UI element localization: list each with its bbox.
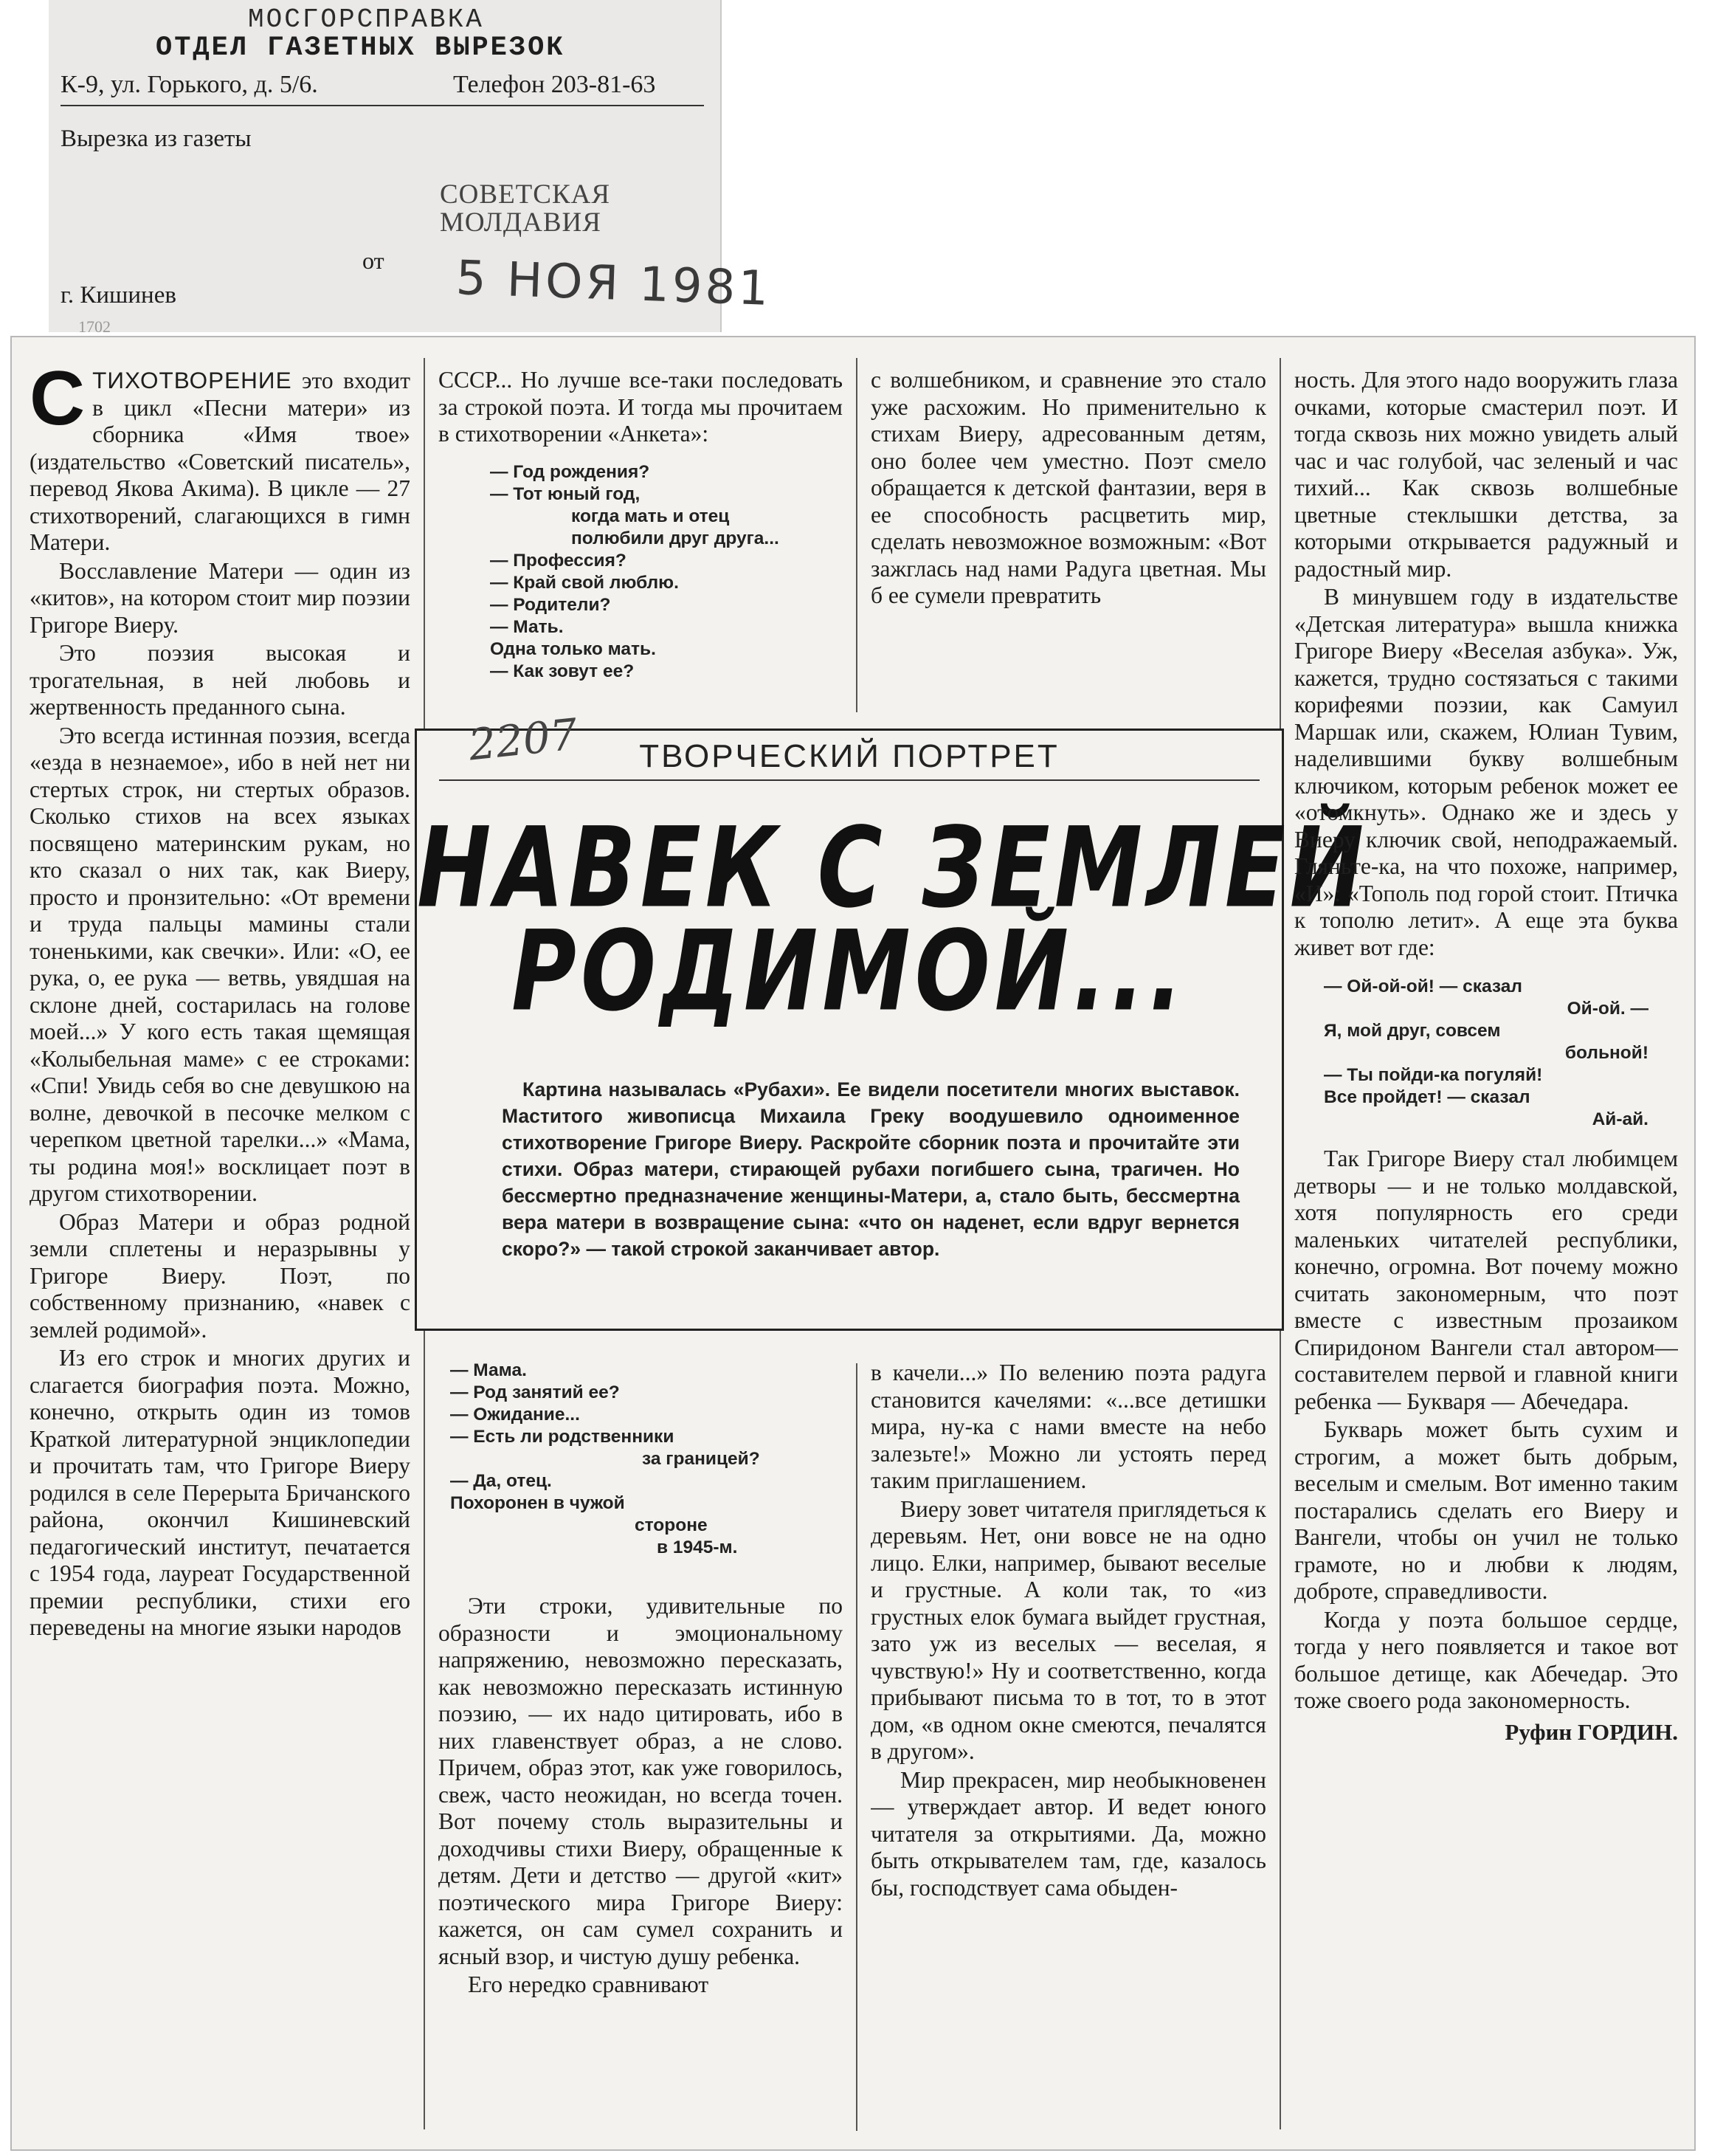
poem-line: в 1945-м. [657,1537,738,1557]
poem-line: — Есть ли родственники [450,1427,674,1447]
paragraph: В минувшем году в издательстве «Детская литература» вышла книжка Григоре Виеру «Веселая азбука». Уж, кажется, трудно состязаться с такими корифеями поэзии, как Самуил Маршак или, скажем, Юлиан Тувим, наделившими букву волшебным ключиком, которым ребенок может ее «отомкнуть». Однако же и здесь у Виеру ключик свой, неподражаемый. Гляньте-ка, на что похоже, например, «И»: «Тополь под горой стоит. Птичка к тополю летит». А еще эта буква живет вот где: [1294,584,1678,960]
paragraph: Когда у поэта большое сердце, тогда у него появляется и такое вот большое детище, как Абечедар. Это тоже своего рода закономерность. [1294,1606,1678,1713]
article-column-2-bottom [438,1360,843,2131]
paragraph: Из его строк и многих других и слагается биография поэта. Можно, конечно, открыть один из томов Краткой литературной энциклопедии и прочитать там, что Григоре Виеру родился в селе Перерыта Бричанского района, окончил Кишиневский педагогический институт, печатается с 1954 года, лауреат Государственной премии республики, стихи его переведены на многие языки народов [30,1345,410,1640]
poem-line: за границей? [642,1449,760,1469]
drop-cap: С [30,367,86,441]
stamp-department: ОТДЕЛ ГАЗЕТНЫХ ВЫРЕЗОК [156,32,565,63]
poem-line: — Мать. [490,616,564,637]
archive-stamp-card [49,0,773,336]
poem-line: — Да, отец. [450,1471,552,1491]
poem-line: — Мама. [450,1360,527,1380]
stamp-reference-number: 1702 [78,317,111,336]
paragraph: Виеру зовет читателя приглядеться к деревьям. Нет, они вовсе не на одно лицо. Елки, например, бывают веселые и грустные. А коли так, то «из грустных елок бумага выйдет грустная, зато уж из веселых — веселая, я чувствую!» Ну и соответственно, когда прибывают письма то в тот, то в этот дом, «в одном окне смеются, печалятся в другом». [871,1495,1266,1764]
poem-line: — Край свой люблю. [490,572,679,593]
poem-line: — Профессия? [490,550,626,571]
rubric-label: ТВОРЧЕСКИЙ ПОРТРЕТ [639,738,1060,774]
poem-oy-oy [1324,976,1648,1131]
stamp-organization: МОСГОРСПРАВКА [248,4,484,35]
poem-line: стороне [635,1515,708,1535]
poem-line: Ой-ой. — [1567,999,1648,1019]
poem-line: — Ой-ой-ой! — сказал [1324,977,1522,996]
stamp-date: 5 НОЯ 1981 [455,251,773,317]
poem-line: — Тот юный год, [490,483,641,504]
paragraph: ность. Для этого надо вооружить глаза очками, которые смастерил поэт. И тогда сквозь них можно увидеть алый час и час голубой, час зеленый и час тихий... Как сквозь волшебные цветные стеклышки детства, за которыми открывается радужный и радостный мир. [1294,367,1678,582]
paragraph: Восславление Матери — один из «китов», на котором стоит мир поэзии Григоре Виеру. [30,557,410,638]
poem-line: — Год рождения? [490,461,650,482]
paragraph-text: это входит в цикл «Песни матери» из сборника «Имя твое» (издательство «Советский писатель», перевод Якова Акима). В цикле — 27 стихотворений, слагающихся в гимн Матери. [30,368,410,555]
poem-line: когда мать и отец [571,506,730,526]
article-column-4 [1294,367,1678,2138]
author-signature: Руфин ГОРДИН. [1505,1718,1678,1745]
stamp-clip-label: Вырезка из газеты [61,125,252,152]
newspaper-clipping [10,336,1696,2151]
handwritten-annotation: 2207 [466,709,580,771]
poem-anketa-continued [450,1360,843,1559]
poem-line: Все пройдет! — сказал [1324,1087,1530,1107]
poem-line: Похоронен в чужой [450,1493,625,1513]
stamp-phone: Телефон 203-81-63 [453,71,656,98]
headline-line-2: РОДИМОЙ... [511,908,1187,1036]
poem-line: Ай-ай. [1592,1109,1648,1129]
paragraph: Эти строки, удивительные по образности и эмоциональному напряжению, невозможно пересказать, как невозможно пересказать истинную поэзию, — их надо цитировать, ибо в них главенствует образ, а не слово. Причем, образ этот, как уже говорилось, свеж, часто неожидан, но всегда точен. Вот почему столь выразительны и доходчивы стихи Виеру, обращенные к детям. Дети и детство — другой «кит» поэтического мира Григоре Виеру: кажется, он сам сумел сохранить и ясный взор, и чистую душу ребенка. [438,1593,843,1969]
stamp-from-label: от [362,247,384,274]
poem-line: — Как зовут ее? [490,661,635,681]
poem-line: — Род занятий ее? [450,1382,620,1402]
article-column-3-bottom [871,1360,1266,2131]
poem-line: больной! [1564,1043,1648,1063]
article-column-1 [30,367,410,2138]
article-column-3-top [871,367,1266,714]
headline-box [415,709,1369,1331]
stamp-city: г. Кишинев [61,282,176,309]
paragraph: Это всегда истинная поэзия, всегда «езда в незнаемое», ибо в ней нет ни стертых строк, ни стертых образов. Сколько стихов на всех языках посвящено материнским рукам, но кто сказал о них так, как Виеру, просто и пронзительно: «От времени и труда пальцы мамины стали тоненькими, как свечки». Или: «О, ее рука, о, ее рука — ветвь, увядшая на склоне дней, состарилась на голове моей...» У кого есть такая щемящая «Колыбельная маме» с ее строками: «Спи! Увидь себя во сне девушкою на волне, девочкой в песочке мелком с черепком цветной тарелки...» «Мама, ты родина моя!» восклицает поэт в другом стихотворении. [30,722,410,1206]
paragraph: Так Григоре Виеру стал любимцем детворы — и не только молдавской, хотя популярность его среди маленьких читателей республики, конечно, огромна. Вот почему можно считать закономерным, что поэт вместе с известным прозаиком Спиридоном Вангели стал автором—составителем первой и главной книги ребенка — Букваря — Абечедара. [1294,1146,1678,1414]
stamp-address: К-9, ул. Горького, д. 5/6. [61,71,318,98]
stamp-newspaper-name-line2: МОЛДАВИЯ [440,207,601,238]
paragraph: СССР... Но лучше все-таки последовать за строкой поэта. И тогда мы прочитаем в стихотворении «Анкета»: [438,367,843,447]
paragraph: Это поэзия высокая и трогательная, в ней любовь и жертвенность преданного сына. [30,640,410,720]
article-column-2-top [438,367,843,714]
rubric-underline [439,779,1260,781]
paragraph: в качели...» По велению поэта радуга становится качелями: «...все детишки мира, ну-ка с нами вместе на небо залезьте!» Можно ли устоять перед таким приглашением. [871,1360,1266,1493]
stamp-divider [61,105,704,106]
column-rule [856,1363,857,2131]
column-rule [856,358,857,712]
paragraph: Букварь может быть сухим и строгим, а может быть добрым, веселым и смелым. Вот именно таким постарались сделать его Виеру и Вангели, чтобы он учил не только грамоте, но и любви к людям, доброте, справедливости. [1294,1416,1678,1604]
poem-line: — Родители? [490,594,611,615]
paragraph [30,367,410,557]
paragraph: Его нередко сравнивают [468,1971,709,1997]
paragraph: с волшебником, и сравнение это стало уже расхожим. Но применительно к стихам Виеру, адресованным детям, оно более чем уместно. Поэт смело обращается к детской фантазии, веря в ее способность расцветить мир, сделать невозможное возможным: «Вот зажглась над нами Радуга цветная. Мы б ее сумели превратить [871,367,1266,608]
paragraph: Образ Матери и образ родной земли сплетены и неразрывны у Григоре Виеру. Поэт, по собственному признанию, «навек с землей родимой». [30,1208,410,1343]
headline-line-1: НАВЕК С ЗЕМЛЕЙ [417,805,1369,933]
poem-anketa [490,461,843,683]
lead-paragraph: Картина называлась «Рубахи». Ее видели посетители многих выставок. Маститого живописца Михаила Греку воодушевило одноименное стихотворение Григоре Виеру. Раскройте сборник поэта и прочитайте эти стихи. Образ матери, стирающей рубахи погибшего сына, трагичен. Но бессмертно предназначение женщины-Матери, а, стало быть, бессмертна вера матери в возвращение сына: «что он наденет, если вдруг вернется скоро?» — такой строкой заканчивает автор. [502,1078,1240,1260]
poem-line: Я, мой друг, совсем [1324,1021,1501,1041]
stamp-newspaper-name-line1: СОВЕТСКАЯ [440,179,611,210]
poem-line: — Ожидание... [450,1405,580,1425]
lead-word: ТИХОТВОРЕНИЕ [92,367,292,393]
poem-line: Одна только мать. [490,638,656,659]
paragraph: Мир прекрасен, мир необыкновенен — утверждает автор. И ведет юного читателя за открытиями. Да, можно быть открывателем там, где, казалось бы, господствует сама обыден- [871,1766,1266,1901]
poem-line: полюбили друг друга... [571,528,779,548]
poem-line: — Ты пойди-ка погуляй! [1324,1065,1543,1085]
